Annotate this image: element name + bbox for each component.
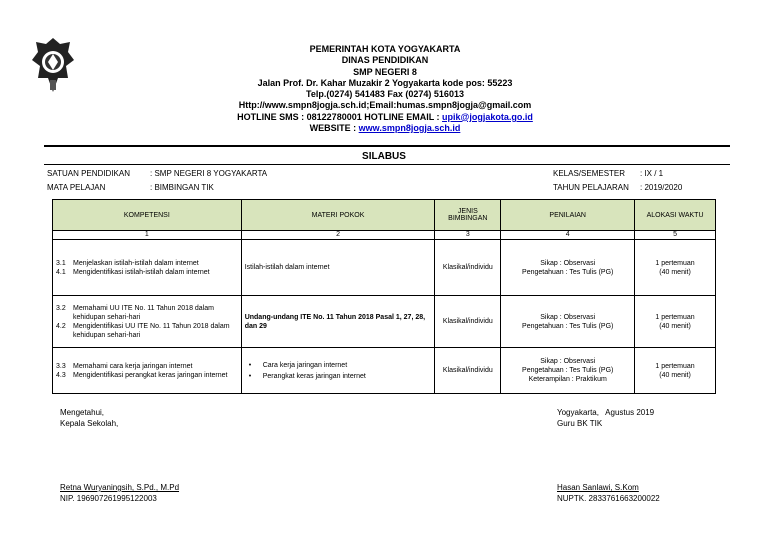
kompetensi-text: Mengidentifikasi perangkat keras jaringan internet <box>73 371 228 379</box>
meta-satuan-label: SATUAN PENDIDIKAN <box>47 169 130 178</box>
penilaian-item: Keterampilan : Praktikum <box>528 376 607 383</box>
materi-list <box>245 361 432 381</box>
teacher-nuptk: NUPTK. 2833761663200022 <box>557 494 660 503</box>
kop-line-hotline <box>210 112 560 123</box>
principal-name: Retna Wuryaningsih, S.Pd., M.Pd <box>60 483 180 492</box>
kompetensi-item <box>56 362 238 371</box>
kompetensi-item <box>56 259 238 268</box>
header-materi-pokok: MATERI POKOK <box>241 200 435 231</box>
letterhead <box>210 44 560 134</box>
signature-left <box>60 407 118 429</box>
kompetensi-item <box>56 322 238 340</box>
alokasi-cell <box>635 296 716 348</box>
alokasi-cell <box>635 348 716 394</box>
alokasi-pertemuan: 1 pertemuan <box>655 313 695 321</box>
materi-cell <box>241 348 435 394</box>
penilaian-item: Pengetahuan : Tes Tulis (PG) <box>522 322 614 330</box>
materi-cell: Istilah-istilah dalam internet <box>241 240 435 296</box>
title-divider <box>44 164 730 165</box>
alokasi-menit: (40 menit) <box>659 268 691 276</box>
letterhead-divider <box>44 145 730 147</box>
alokasi-pertemuan: 1 pertemuan <box>655 362 695 370</box>
column-number: 2 <box>241 231 435 240</box>
jenis-cell: Klasikal/individu <box>435 296 501 348</box>
kop-line-school: SMP NEGERI 8 <box>353 66 417 77</box>
table-row <box>53 296 716 348</box>
kompetensi-number: 3.2 <box>56 304 66 312</box>
signature-right-identity <box>557 482 660 504</box>
kop-line-government: PEMERINTAH KOTA YOGYAKARTA <box>309 44 461 54</box>
website-link[interactable]: www.smpn8jogja.sch.id <box>358 123 461 134</box>
kompetensi-cell <box>53 296 242 348</box>
meta-kelas-value: : IX / 1 <box>640 169 664 178</box>
header-alokasi-waktu: ALOKASI WAKTU <box>635 200 716 231</box>
jenis-cell: Klasikal/individu <box>435 348 501 394</box>
kompetensi-number: 4.2 <box>56 322 66 330</box>
kop-line-web-email: Http://www.smpn8jogja.sch.id;Email:humas.smpn8jogja@gmail.com <box>238 100 532 111</box>
principal-nip: NIP. 196907261995122003 <box>60 494 157 503</box>
kompetensi-item <box>56 371 238 380</box>
alokasi-pertemuan: 1 pertemuan <box>655 259 695 267</box>
kop-line-agency: DINAS PENDIDIKAN <box>341 55 429 66</box>
kompetensi-text: Mengidentifikasi UU ITE No. 11 Tahun 2018 dalam kehidupan sehari-hari <box>73 322 230 339</box>
penilaian-item: Sikap : Observasi <box>540 259 596 267</box>
kop-line-address: Jalan Prof. Dr. Kahar Muzakir 2 Yogyakarta kode pos: 55223 <box>257 77 513 88</box>
kop-line-website <box>210 123 560 134</box>
kompetensi-item <box>56 268 238 277</box>
column-number: 4 <box>501 231 635 240</box>
materi-list-item: • Cara kerja jaringan internet <box>249 361 432 370</box>
hotline-email-link[interactable]: upik@jogjakota.go.id <box>442 111 533 122</box>
column-number: 1 <box>53 231 242 240</box>
penilaian-cell <box>501 296 635 348</box>
kompetensi-cell <box>53 240 242 296</box>
kompetensi-text: Memahami UU ITE No. 11 Tahun 2018 dalam kehidupan sehari-hari <box>73 304 214 321</box>
page-title: SILABUS <box>362 151 406 162</box>
column-number: 3 <box>435 231 501 240</box>
kompetensi-text: Mengidentifikasi istilah-istilah dalam internet <box>73 268 210 276</box>
yogyakarta-emblem-logo <box>30 36 76 96</box>
kompetensi-number: 3.1 <box>56 259 66 267</box>
penilaian-item: Pengetahuan : Tes Tulis (PG) <box>522 367 614 374</box>
meta-mapel-label: MATA PELAJAN <box>47 183 106 192</box>
penilaian-cell <box>501 348 635 394</box>
hotline-text: HOTLINE SMS : 08122780001 HOTLINE EMAIL : <box>237 111 443 122</box>
signature-left-acknowledge: Mengetahui, <box>60 408 105 417</box>
kop-line-phone: Telp.(0274) 541483 Fax (0274) 516013 <box>306 89 464 100</box>
kompetensi-number: 4.1 <box>56 268 66 276</box>
signature-left-identity <box>60 482 179 504</box>
table-header-row <box>53 200 716 231</box>
meta-mapel-value: : BIMBINGAN TIK <box>150 183 214 192</box>
kompetensi-cell <box>53 348 242 394</box>
signature-right-role: Guru BK TIK <box>557 419 603 428</box>
website-label: WEBSITE : <box>309 123 359 134</box>
kompetensi-number: 3.3 <box>56 362 66 370</box>
header-penilaian: PENILAIAN <box>501 200 635 231</box>
materi-cell: Undang-undang ITE No. 11 Tahun 2018 Pasal 1, 27, 28, dan 29 <box>241 296 435 348</box>
meta-satuan-value: : SMP NEGERI 8 YOGYAKARTA <box>150 169 268 178</box>
header-kompetensi: KOMPETENSI <box>53 200 242 231</box>
penilaian-item: Sikap : Observasi <box>540 358 596 365</box>
signature-right-place-date: Yogyakarta, Agustus 2019 <box>557 408 655 417</box>
signature-left-role: Kepala Sekolah, <box>60 419 119 428</box>
materi-list-item: • Perangkat keras jaringan internet <box>249 372 432 381</box>
table-row <box>53 348 716 394</box>
penilaian-item: Pengetahuan : Tes Tulis (PG) <box>522 268 614 276</box>
kompetensi-number: 4.3 <box>56 371 66 379</box>
column-number: 5 <box>635 231 716 240</box>
alokasi-menit: (40 menit) <box>659 322 691 330</box>
teacher-name: Hasan Sanlawi, S.Kom <box>557 483 639 492</box>
kompetensi-text: Menjelaskan istilah-istilah dalam internet <box>73 259 199 267</box>
table-number-row <box>53 231 716 240</box>
meta-tahun-label: TAHUN PELAJARAN <box>553 183 629 192</box>
meta-tahun-value: : 2019/2020 <box>640 183 683 192</box>
kompetensi-item <box>56 304 238 322</box>
penilaian-cell <box>501 240 635 296</box>
meta-kelas-label: KELAS/SEMESTER <box>553 169 626 178</box>
syllabus-table <box>52 199 716 394</box>
header-jenis-bimbingan: JENIS BIMBINGAN <box>435 200 501 231</box>
signature-right <box>557 407 654 429</box>
alokasi-menit: (40 menit) <box>659 371 691 379</box>
alokasi-cell <box>635 240 716 296</box>
penilaian-item: Sikap : Observasi <box>540 313 596 321</box>
jenis-cell: Klasikal/individu <box>435 240 501 296</box>
table-row <box>53 240 716 296</box>
kompetensi-text: Memahami cara kerja jaringan internet <box>73 362 193 370</box>
